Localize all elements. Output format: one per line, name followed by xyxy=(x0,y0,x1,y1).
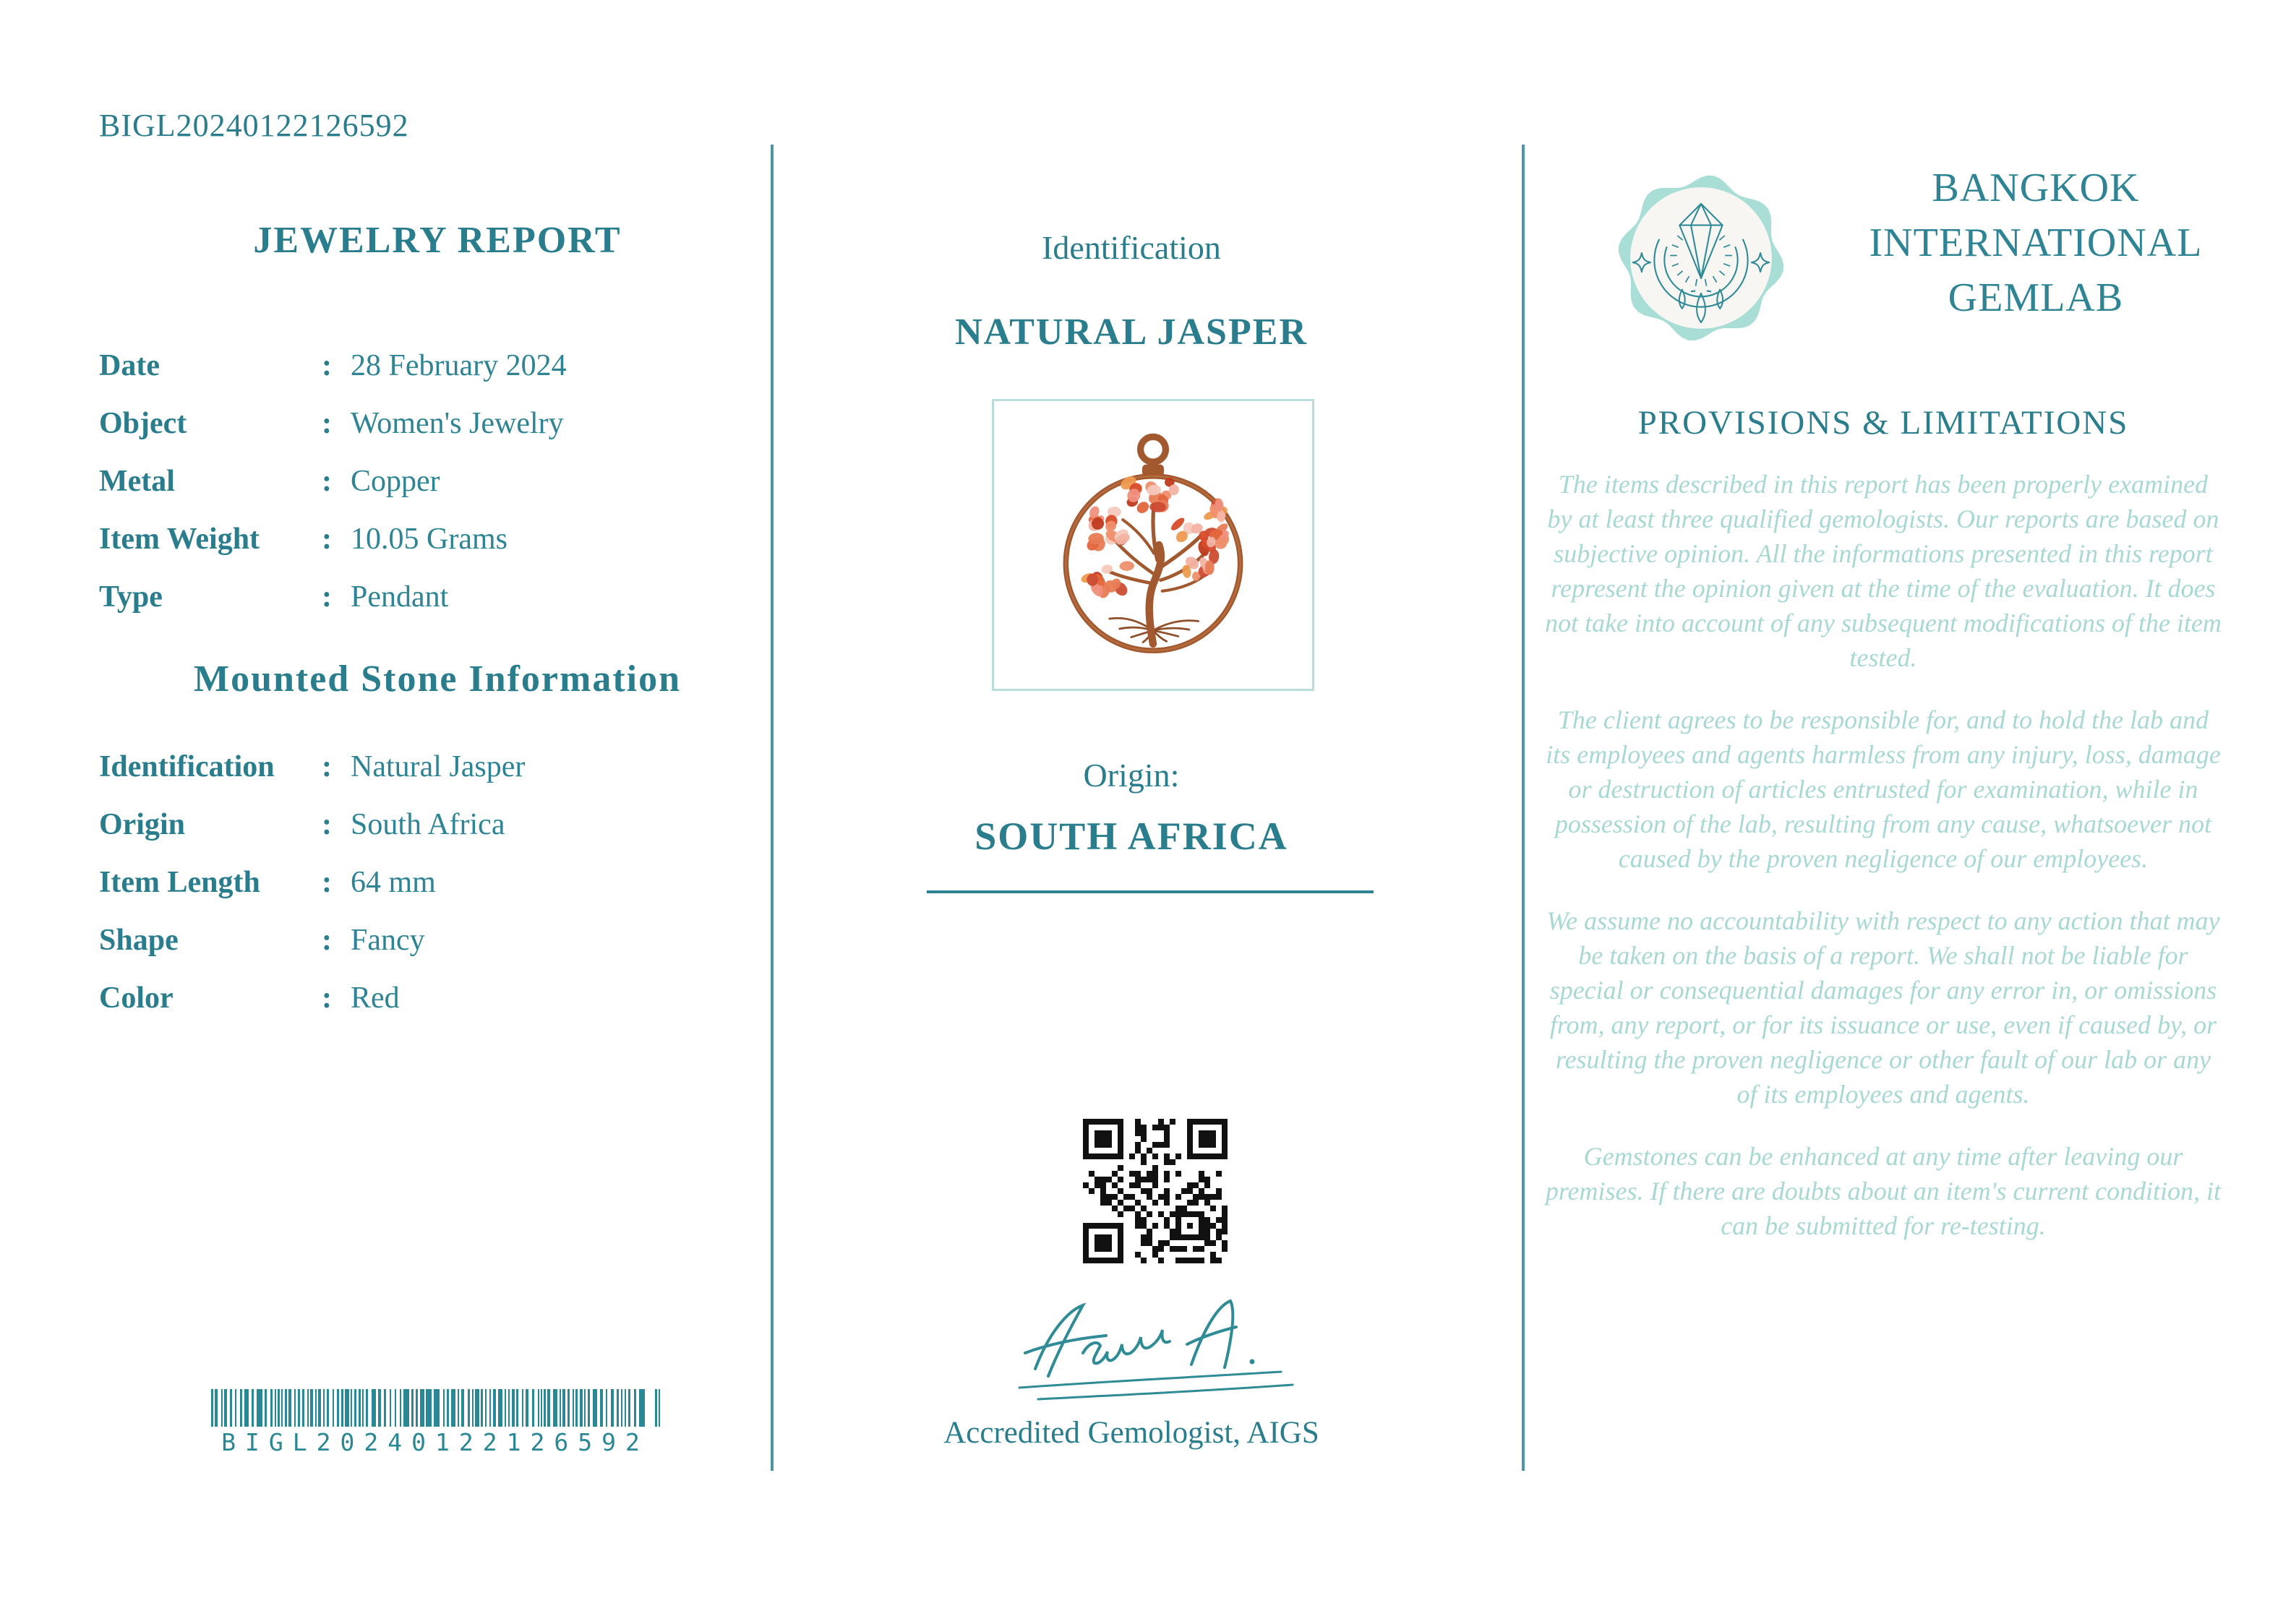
gemlab-logo xyxy=(1606,163,1796,353)
origin-underline xyxy=(927,890,1374,893)
field-colon: : xyxy=(322,523,332,556)
field-row-shape xyxy=(99,911,735,969)
field-label: Item Weight xyxy=(99,523,260,556)
field-value: Natural Jasper xyxy=(351,750,526,783)
field-value: 28 February 2024 xyxy=(351,349,567,382)
field-label: Color xyxy=(99,981,174,1015)
report-title: JEWELRY REPORT xyxy=(253,220,622,261)
identification-heading: Identification xyxy=(1042,229,1221,266)
field-row-object xyxy=(99,395,735,452)
provisions-text xyxy=(1544,467,2222,1271)
gemologist-title: Accredited Gemologist, AIGS xyxy=(943,1416,1319,1450)
report-fields xyxy=(99,337,735,626)
field-row-type xyxy=(99,568,735,626)
lab-name-line: INTERNATIONAL xyxy=(1869,220,2203,265)
field-row-identification xyxy=(99,738,735,796)
field-label: Identification xyxy=(99,750,275,783)
item-photo-frame xyxy=(992,399,1314,691)
field-value: Fancy xyxy=(351,924,425,957)
field-row-metal xyxy=(99,452,735,510)
provisions-title: PROVISIONS & LIMITATIONS xyxy=(1637,404,2129,442)
field-label: Metal xyxy=(99,465,175,498)
field-row-date xyxy=(99,337,735,395)
field-value: Copper xyxy=(351,465,440,498)
field-label: Object xyxy=(99,407,187,440)
field-colon: : xyxy=(322,580,332,614)
field-colon: : xyxy=(322,924,332,957)
field-colon: : xyxy=(322,465,332,498)
column-divider-left xyxy=(771,145,774,1471)
stone-fields xyxy=(99,738,735,1027)
provisions-paragraph: The items described in this report has been properly examined by at least three qualified gemologists. Our reports are based on subjective opinion. All the informations presented in this report represent the opinion given at the time of the evaluation. It does not take into account of any subsequent modifications of the item tested. xyxy=(1545,470,2222,672)
qr-code xyxy=(1083,1119,1228,1263)
field-row-origin xyxy=(99,796,735,854)
field-colon: : xyxy=(322,349,332,382)
field-row-item-length xyxy=(99,854,735,911)
report-barcode xyxy=(210,1389,661,1456)
field-colon: : xyxy=(322,866,332,899)
field-row-color xyxy=(99,969,735,1027)
field-value: 64 mm xyxy=(351,866,436,899)
report-number: BIGL20240122126592 xyxy=(99,108,409,143)
barcode-text: BIGL20240122126592 xyxy=(221,1428,649,1456)
pendant-photo xyxy=(1027,419,1279,671)
field-colon: : xyxy=(322,808,332,841)
field-value: Pendant xyxy=(351,580,449,614)
field-value: South Africa xyxy=(351,808,505,841)
field-label: Origin xyxy=(99,808,186,841)
provisions-paragraph: We assume no accountability with respect to any action that may be taken on the basis of a report. We shall not be liable for special or consequential damages for any error in, or omissions from, any report, or for its issuance or use, even if caused by, or resulting the proven negligence or other fault of our lab or any of its employees and agents. xyxy=(1546,906,2220,1109)
origin-label: Origin: xyxy=(1083,757,1180,794)
field-value: Women's Jewelry xyxy=(351,407,564,440)
field-label: Type xyxy=(99,580,163,614)
column-divider-right xyxy=(1522,145,1525,1471)
mounted-stone-section-title: Mounted Stone Information xyxy=(193,658,682,700)
field-row-item-weight xyxy=(99,510,735,568)
barcode-bars xyxy=(210,1389,661,1427)
pendant-bail xyxy=(1141,437,1166,462)
lab-name-line: BANGKOK xyxy=(1932,166,2140,210)
field-label: Item Length xyxy=(99,866,260,899)
stone-name: NATURAL JASPER xyxy=(955,312,1308,353)
field-colon: : xyxy=(322,981,332,1015)
field-value: Red xyxy=(351,981,400,1015)
field-label: Shape xyxy=(99,924,179,957)
field-colon: : xyxy=(322,750,332,783)
lab-name-line: GEMLAB xyxy=(1948,275,2124,320)
origin-value: SOUTH AFRICA xyxy=(974,815,1288,858)
provisions-paragraph: The client agrees to be responsible for, and to hold the lab and its employees and agents harmless from any injury, loss, damage or destruction of articles entrusted for examination, while in possession of the lab, resulting from any cause, whatsoever not caused by the proven negligence of our employees. xyxy=(1546,705,2221,873)
field-colon: : xyxy=(322,407,332,440)
field-value: 10.05 Grams xyxy=(351,523,507,556)
signature-handwriting xyxy=(990,1288,1316,1418)
field-label: Date xyxy=(99,349,160,382)
lab-name xyxy=(1848,160,2224,325)
provisions-paragraph: Gemstones can be enhanced at any time after leaving our premises. If there are doubts about an item's current condition, it can be submitted for re-testing. xyxy=(1545,1142,2222,1240)
